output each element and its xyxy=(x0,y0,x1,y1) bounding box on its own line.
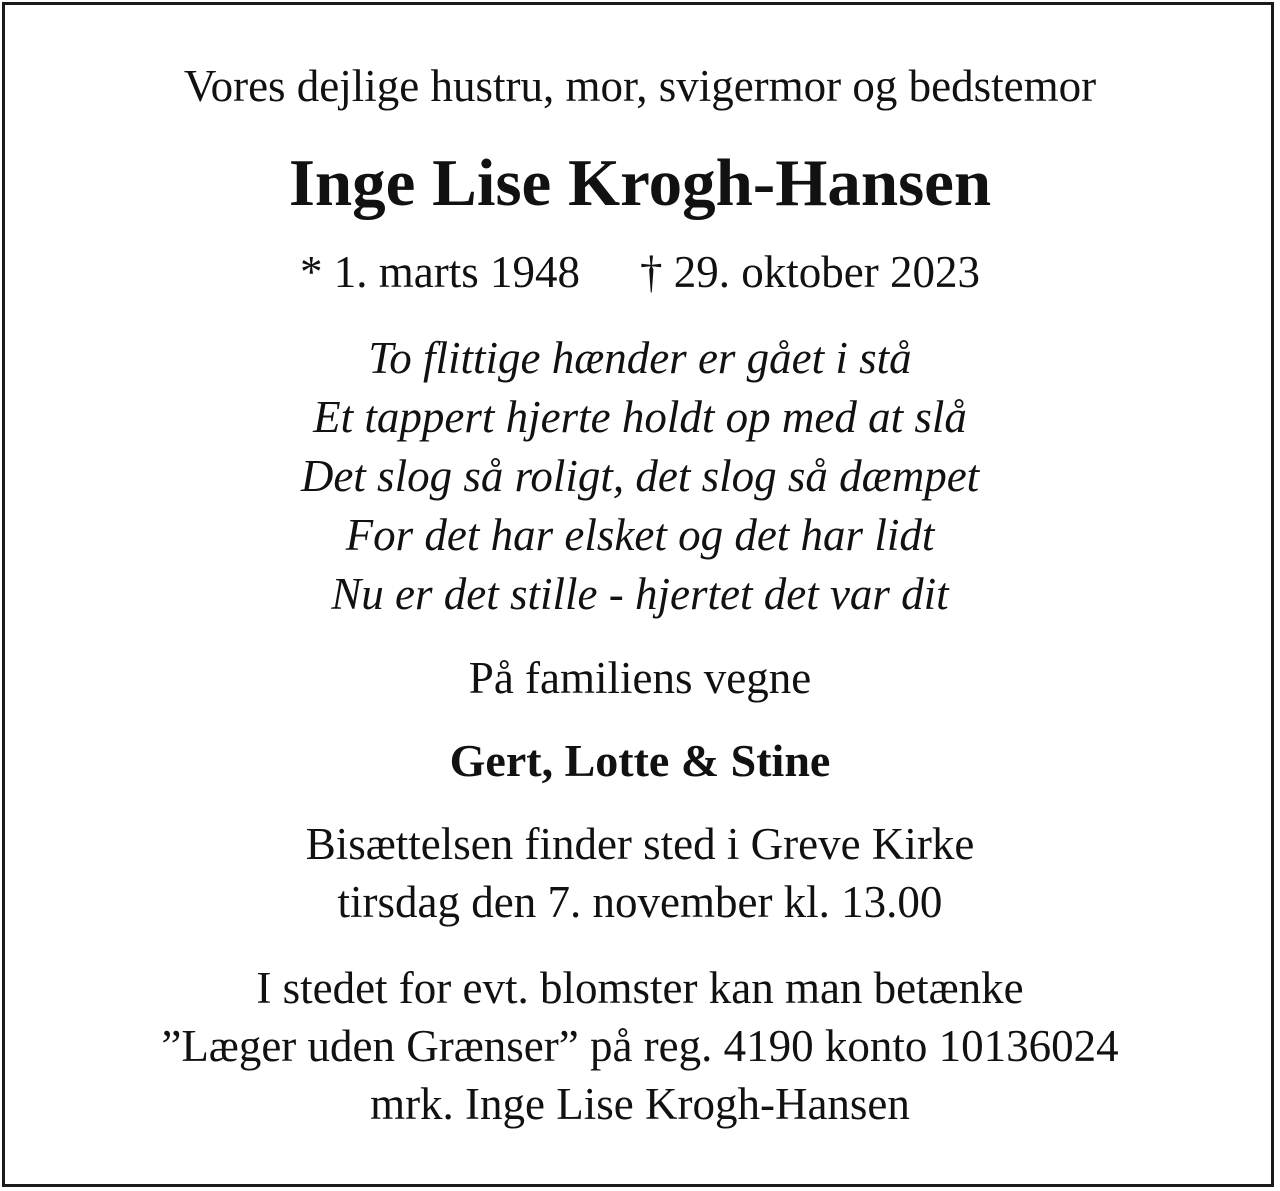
poem-line: To flittige hænder er gået i stå xyxy=(368,333,912,383)
funeral-location: Bisættelsen finder sted i Greve Kirke xyxy=(305,819,975,869)
on-behalf-text: På familiens vegne xyxy=(468,653,812,703)
poem-line: Det slog så roligt, det slog så dæmpet xyxy=(300,451,980,501)
life-dates xyxy=(0,247,1280,297)
funeral-info xyxy=(0,819,1280,938)
poem-line: Nu er det stille - hjertet det var dit xyxy=(331,569,949,619)
funeral-time: tirsdag den 7. november kl. 13.00 xyxy=(337,877,943,927)
donation-info xyxy=(0,963,1280,1140)
donation-line: I stedet for evt. blomster kan man betænke xyxy=(256,963,1024,1013)
poem-line: Et tappert hjerte holdt op med at slå xyxy=(313,392,967,442)
death-date: † 29. oktober 2023 xyxy=(640,247,980,297)
birth-date: * 1. marts 1948 xyxy=(300,247,580,297)
signers: Gert, Lotte & Stine xyxy=(449,735,831,786)
memorial-poem xyxy=(0,333,1280,631)
deceased-name: Inge Lise Krogh-Hansen xyxy=(288,146,992,220)
donation-account: ”Læger uden Grænser” på reg. 4190 konto 10136024 xyxy=(161,1021,1119,1071)
poem-line: For det har elsket og det har lidt xyxy=(345,510,935,560)
intro-text: Vores dejlige hustru, mor, svigermor og bedstemor xyxy=(183,61,1097,111)
donation-mark: mrk. Inge Lise Krogh-Hansen xyxy=(370,1079,910,1129)
